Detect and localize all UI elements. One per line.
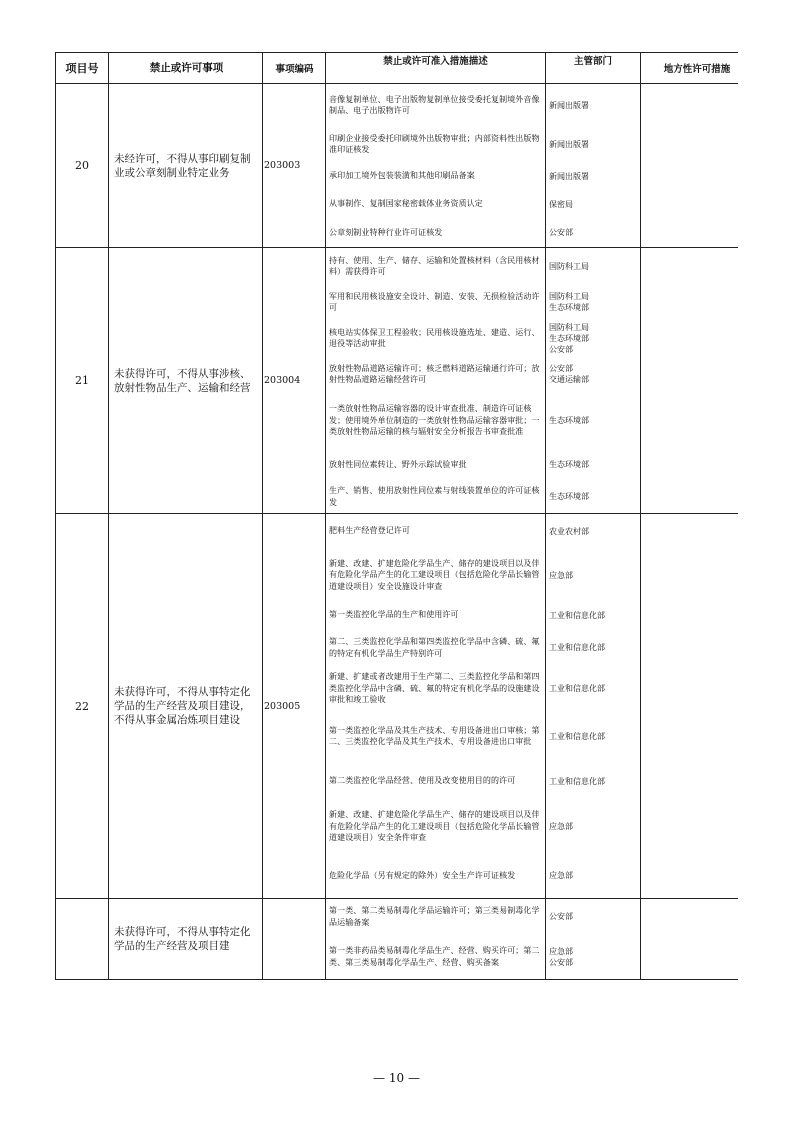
header-no: 项目号: [56, 53, 109, 84]
department-item: [546, 356, 640, 392]
row-measures: [326, 248, 546, 514]
measure-desc: 承印加工境外包装装潢和其他印刷品备案: [329, 171, 475, 181]
department-item: [546, 284, 640, 320]
measure-item: [326, 449, 545, 480]
measure-dept: 应急部: [549, 871, 573, 880]
measure-desc: 军用和民用核设施安全设计、制造、安装、无损检验活动许可: [329, 291, 540, 312]
row-number: 22: [56, 514, 109, 899]
department-item: [546, 84, 640, 126]
row-item: 未获得许可，不得从事特定化学品的生产经营及项目建: [109, 899, 263, 980]
measure-desc: 新建、改建、扩建危险化学品生产、储存的建设项目以及伴有危险化学品产生的化工建设项目（包括危险化学品长输管道建设项目）安全条件审查: [329, 810, 540, 843]
measure-item: [326, 853, 545, 898]
department-item: [546, 320, 640, 356]
header-code: 事项编码: [263, 53, 326, 84]
measure-desc: 第一类监控化学品及其生产技术、专用设备进出口审核；第二、三类监控化学品及其生产技术、专用设备进出口审批: [329, 725, 540, 746]
measure-item: [326, 602, 545, 628]
measure-desc: 肥料生产经营登记许可: [329, 526, 410, 536]
department-item: [546, 548, 640, 602]
measure-item: [326, 162, 545, 190]
row-item: 未获得许可，不得从事特定化学品的生产经营及项目建设，不得从事金属冶炼项目建设: [109, 514, 263, 899]
measure-dept: 应急部: [549, 570, 573, 580]
measure-desc: 持有、使用、生产、储存、运输和处置核材料（含民用核材料）需获得许可: [329, 255, 540, 276]
measure-dept: 工业和信息化部: [549, 610, 605, 620]
measure-desc: 新建、改建、扩建危险化学品生产、储存的建设项目以及伴有危险化学品产生的化工建设项目（包括危险化学品长输管道建设项目）安全设施设计审查: [329, 558, 540, 591]
measure-desc: 放射性物品道路运输许可；核乏燃料道路运输通行许可；放射性物品道路运输经营许可: [329, 363, 540, 384]
measure-desc: 核电站实体保卫工程验收；民用核设施选址、建造、运行、退役等活动审批: [329, 327, 540, 348]
measure-desc: 生产、销售、使用放射性同位素与射线装置单位的许可证核发: [329, 486, 540, 507]
measure-dept: 生态环境部: [549, 492, 589, 501]
row-code: [263, 899, 326, 980]
measure-dept: 新闻出版署: [549, 100, 589, 110]
row-measures: [326, 84, 546, 248]
department-item: [546, 628, 640, 667]
department-item: [546, 218, 640, 247]
measure-desc: 音像复制单位、电子出版物复制单位接受委托复制境外音像制品、电子出版物许可: [329, 94, 540, 115]
measure-item: [326, 392, 545, 449]
department-item: [546, 190, 640, 218]
row-local-measure: [641, 248, 739, 514]
department-item: [546, 392, 640, 449]
header-dept: 主管部门: [546, 53, 641, 84]
row-item: 未经许可，不得从事印刷复制业或公章刻制业特定业务: [109, 84, 263, 248]
measure-dept: 应急部: [549, 822, 573, 831]
page-number: — 10 —: [373, 1071, 420, 1085]
measure-desc: 第一类、第二类易制毒化学品运输许可；第三类易制毒化学品运输备案: [329, 906, 540, 927]
measure-item: [326, 190, 545, 218]
row-measures: [326, 899, 546, 980]
measure-desc: 一类放射性物品运输容器的设计审查批准、制造许可证核发；使用境外单位制造的一类放射性物品运输容器审批；一类放射性物品运输的核与辐射安全分析报告书审查批准: [329, 404, 540, 437]
measure-dept: 生态环境部: [549, 416, 589, 425]
row-number: 21: [56, 248, 109, 514]
department-item: [546, 800, 640, 853]
row-local-measure: [641, 899, 739, 980]
measure-dept: 新闻出版署: [549, 171, 589, 181]
measure-dept: 公安部: [549, 912, 573, 921]
measure-dept: 生态环境部: [549, 460, 589, 469]
header-row: [56, 53, 739, 84]
table-row: [56, 248, 739, 514]
department-item: [546, 853, 640, 898]
measure-dept: 工业和信息化部: [549, 776, 605, 786]
measure-item: [326, 762, 545, 800]
measure-item: [326, 84, 545, 126]
row-item: 未获得许可，不得从事涉核、放射性物品生产、运输和经营: [109, 248, 263, 514]
row-code: 203004: [263, 248, 326, 514]
measure-desc: 第二、三类监控化学品和第四类监控化学品中含磷、硫、氟的特定有机化学品生产特别许可: [329, 637, 540, 658]
measure-desc: 印刷企业接受委托印刷境外出版物审批；内部资料性出版物准印证核发: [329, 133, 540, 154]
row-local-measure: [641, 514, 739, 899]
measure-dept: 工业和信息化部: [549, 643, 605, 652]
measure-item: [326, 356, 545, 392]
row-departments: [546, 899, 641, 980]
department-item: [546, 899, 640, 934]
department-item: [546, 762, 640, 800]
measure-item: [326, 628, 545, 667]
measure-desc: 第二类监控化学品经营、使用及改变使用目的的许可: [329, 776, 516, 786]
measure-item: [326, 548, 545, 602]
measure-item: [326, 480, 545, 513]
row-code: 203003: [263, 84, 326, 248]
measure-dept: 工业和信息化部: [549, 684, 605, 693]
measure-item: [326, 934, 545, 979]
measure-item: [326, 514, 545, 548]
measure-dept: 保密局: [549, 199, 573, 209]
measure-item: [326, 667, 545, 710]
row-departments: [546, 514, 641, 899]
measure-dept: 国防科工局: [549, 261, 589, 271]
permit-table: [55, 52, 738, 980]
measure-dept: 公安部: [549, 228, 573, 237]
department-item: [546, 710, 640, 762]
measure-desc: 从事制作、复制国家秘密载体业务资质认定: [329, 199, 483, 209]
table-body: [56, 84, 739, 980]
table-row: [56, 514, 739, 899]
header-item: 禁止或许可事项: [109, 53, 263, 84]
measure-desc: 新建、扩建或者改建用于生产第二、三类监控化学品和第四类监控化学品中含磷、硫、氟的特定有机化学品的设施建设审批和竣工验收: [329, 672, 540, 705]
measure-desc: 第一类非药品类易制毒化学品生产、经营、购买许可；第二类、第三类易制毒化学品生产、经营、购买备案: [329, 946, 540, 967]
row-number: [56, 899, 109, 980]
row-departments: [546, 248, 641, 514]
measure-desc: 危险化学品（另有规定的除外）安全生产许可证核发: [329, 870, 516, 880]
measure-item: [326, 248, 545, 284]
measure-item: [326, 284, 545, 320]
measure-item: [326, 320, 545, 356]
table-row: [56, 899, 739, 980]
measure-dept: 工业和信息化部: [549, 731, 605, 741]
measure-item: [326, 899, 545, 934]
document-page: [55, 52, 738, 1038]
header-desc: 禁止或许可准入措施描述: [326, 53, 546, 84]
department-item: [546, 602, 640, 628]
department-item: [546, 449, 640, 480]
measure-desc: 第一类监控化学品的生产和使用许可: [329, 610, 459, 620]
department-item: [546, 514, 640, 548]
measure-dept: 公安部 交通运输部: [549, 364, 589, 384]
row-code: 203005: [263, 514, 326, 899]
row-local-measure: [641, 84, 739, 248]
measure-desc: 放射性同位素转让、野外示踪试验审批: [329, 459, 467, 469]
department-item: [546, 126, 640, 162]
measure-item: [326, 218, 545, 247]
measure-item: [326, 800, 545, 853]
measure-dept: 国防科工局 生态环境部 公安部: [549, 322, 589, 354]
header-local: 地方性许可措施: [641, 53, 739, 84]
measure-dept: 农业农村部: [549, 526, 589, 536]
row-departments: [546, 84, 641, 248]
measure-dept: 应急部 公安部: [549, 946, 573, 967]
department-item: [546, 934, 640, 979]
row-number: 20: [56, 84, 109, 248]
measure-item: [326, 126, 545, 162]
measure-dept: 国防科工局 生态环境部: [549, 292, 589, 312]
measure-desc: 公章刻制业特种行业许可证核发: [329, 227, 443, 237]
measure-item: [326, 710, 545, 762]
row-measures: [326, 514, 546, 899]
table-row: [56, 84, 739, 248]
department-item: [546, 480, 640, 513]
department-item: [546, 248, 640, 284]
department-item: [546, 667, 640, 710]
department-item: [546, 162, 640, 190]
measure-dept: 新闻出版署: [549, 139, 589, 149]
